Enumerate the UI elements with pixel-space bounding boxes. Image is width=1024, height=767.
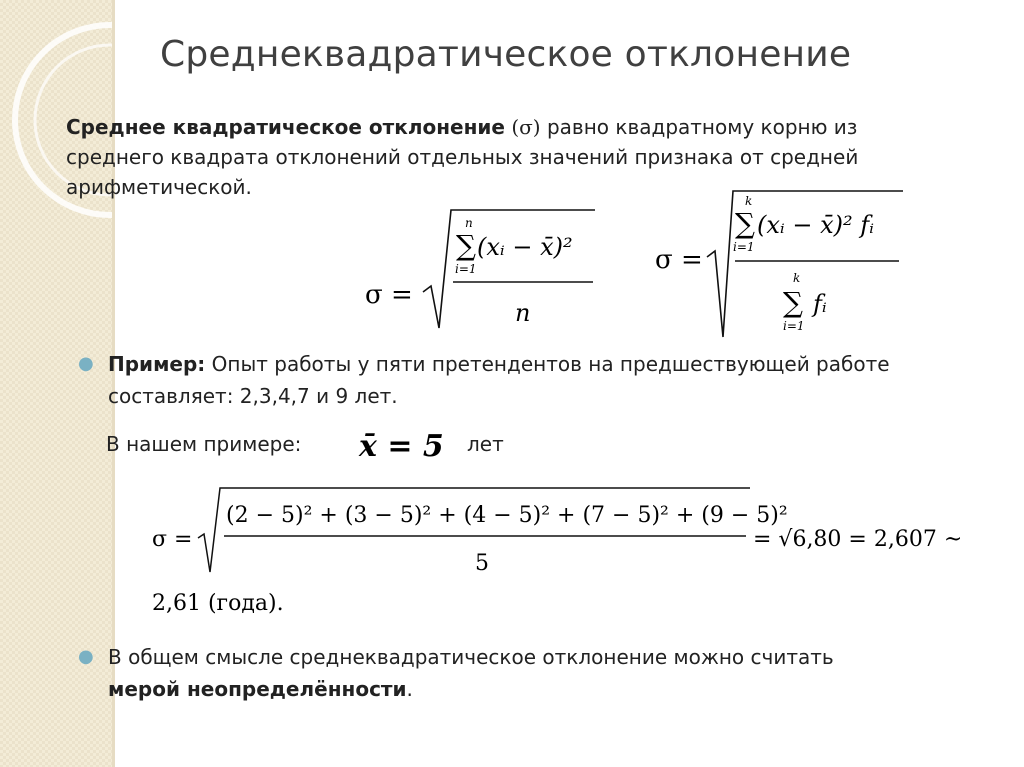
mean-suffix: лет bbox=[467, 432, 504, 456]
formula1-sum-top: n bbox=[465, 216, 473, 230]
calculation-formula bbox=[150, 480, 980, 625]
definition-term: Среднее квадратическое отклонение bbox=[66, 115, 505, 139]
formula2-den-sum-top: k bbox=[793, 271, 801, 285]
definition-text-1: равно квадратному корню из bbox=[540, 115, 858, 139]
formula1-sum-bottom: i=1 bbox=[455, 262, 477, 276]
formula-simple bbox=[355, 200, 605, 340]
formula1-numerator: (xᵢ − x̄)² bbox=[477, 233, 573, 261]
formula1-denominator: n bbox=[515, 299, 531, 327]
formula2-sum-bottom: i=1 bbox=[733, 240, 755, 254]
formula-weighted bbox=[655, 185, 910, 340]
example-bullet bbox=[78, 348, 1008, 412]
bullet-dot-icon: ● bbox=[78, 646, 94, 667]
conclusion-bold: мерой неопределённости bbox=[108, 677, 407, 701]
formula2-numerator: (xᵢ − x̄)² fᵢ bbox=[757, 211, 874, 239]
example-text-1: Опыт работы у пяти претендентов на предшествующей работе bbox=[205, 352, 890, 376]
formula1-sigma: σ = bbox=[365, 280, 413, 310]
calc-result-rounded: 2,61 (года). bbox=[152, 591, 284, 616]
bullet-dot-icon: ● bbox=[78, 353, 94, 374]
example-label: Пример: bbox=[108, 352, 206, 376]
conclusion-bullet bbox=[78, 641, 1008, 705]
formula2-denominator: fᵢ bbox=[813, 290, 827, 318]
formula2-den-sum-sign: ∑ bbox=[783, 286, 803, 319]
formula2-den-sum-bottom: i=1 bbox=[783, 319, 805, 333]
formula2-sum-top: k bbox=[745, 194, 753, 208]
conclusion-end: . bbox=[406, 677, 413, 701]
sigma-symbol: (σ) bbox=[511, 115, 541, 139]
mean-prefix: В нашем примере: bbox=[106, 432, 302, 456]
example-text-2: составляет: 2,3,4,7 и 9 лет. bbox=[108, 384, 398, 408]
mean-formula-text: x̄ = 5 bbox=[359, 429, 444, 464]
formula2-sigma: σ = bbox=[655, 245, 703, 275]
calc-denominator: 5 bbox=[475, 551, 489, 576]
mean-formula bbox=[355, 422, 455, 464]
formula1-sum-sign: ∑ bbox=[456, 229, 476, 262]
formula2-sum-sign: ∑ bbox=[735, 207, 755, 240]
definition-text-2: среднего квадрата отклонений отдельных значений признака от средней bbox=[66, 145, 859, 169]
slide-title: Среднеквадратическое отклонение bbox=[160, 34, 852, 75]
calc-sigma: σ = bbox=[152, 527, 193, 552]
calc-numerator: (2 − 5)² + (3 − 5)² + (4 − 5)² + (7 − 5)² + (9 − 5)² bbox=[226, 503, 788, 528]
calc-result-chain: = √6,80 = 2,607 ~ bbox=[753, 527, 963, 552]
definition-text-3: арифметической. bbox=[66, 175, 252, 199]
conclusion-text: В общем смысле среднеквадратическое отклонение можно считать bbox=[108, 645, 834, 669]
